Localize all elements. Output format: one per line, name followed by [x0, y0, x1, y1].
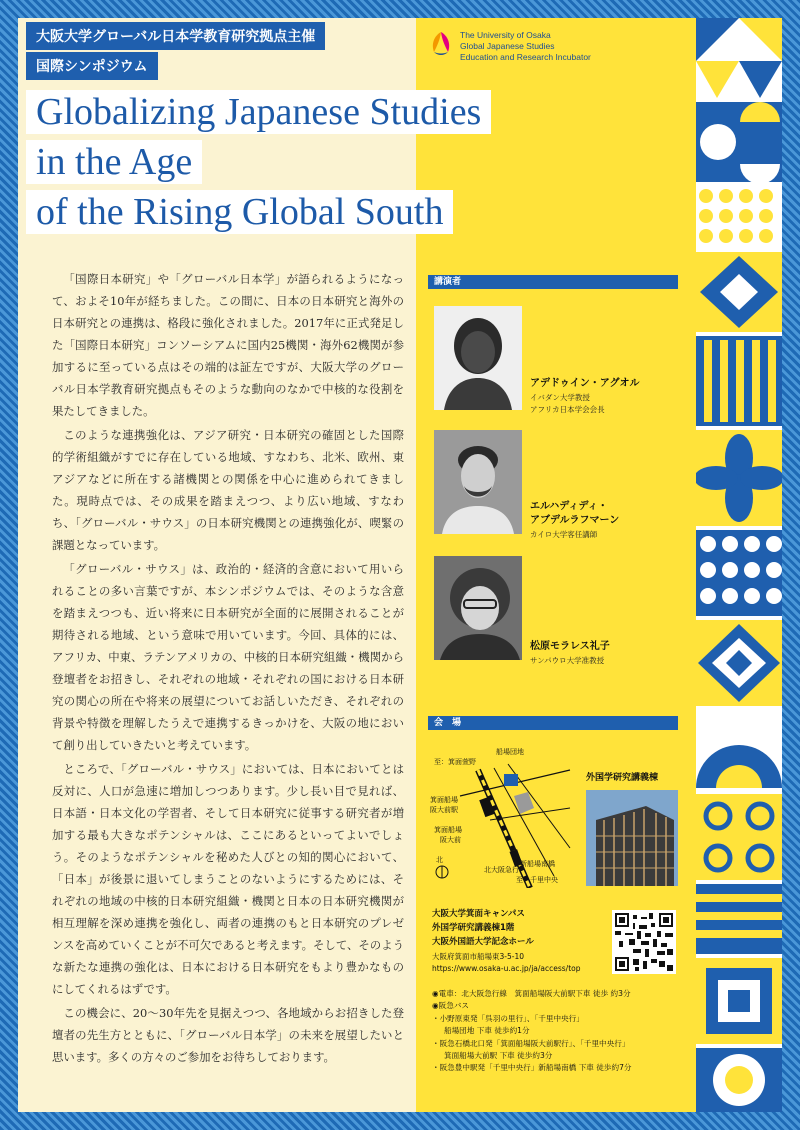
- access-bus-line: ・小野原東発「呉羽の里行」、「千里中央行」: [432, 1013, 584, 1023]
- map-label-to-minoh: 至：箕面萱野: [434, 758, 476, 766]
- pattern-art: [696, 18, 782, 1112]
- geometric-pattern: [696, 18, 782, 1112]
- venue-photo: [586, 790, 678, 886]
- qr-code-icon: [615, 913, 673, 971]
- event-type-tag: 国際シンポジウム: [26, 52, 158, 80]
- body-text: [52, 268, 404, 1070]
- access-url-link[interactable]: https://www.osaka-u.ac.jp/ja/access/top: [432, 964, 581, 973]
- speaker-affiliation-1b: アフリカ日本学会会長: [530, 405, 605, 414]
- address-line-1: 大阪大学箕面キャンパス: [432, 909, 525, 919]
- speaker-photo-1: [434, 306, 522, 410]
- map-label-station2-a: 箕面船場: [434, 826, 462, 834]
- speaker-photo-2: [434, 430, 522, 534]
- address-line-3: 大阪外国語大学記念ホール: [432, 937, 534, 947]
- university-logo: [428, 30, 591, 63]
- title-line-1: Globalizing Japanese Studies: [26, 90, 491, 134]
- map-label-shin-funaba: 新船場南橋: [520, 860, 555, 868]
- title-line-2: in the Age: [26, 140, 202, 184]
- title-line-3: of the Rising Global South: [26, 190, 453, 234]
- map-label-north: 北: [436, 856, 443, 864]
- map-label-station2-b: 阪大前: [440, 836, 461, 844]
- map-label-station1-b: 阪大前駅: [430, 806, 458, 814]
- speaker-name-2a: エルハディディ・: [530, 501, 608, 512]
- speaker-affiliation-1a: イバダン大学教授: [530, 393, 590, 402]
- organizer-tag: 大阪大学グローバル日本学教育研究拠点主催: [26, 22, 325, 50]
- body-paragraph: このような連携強化は、アジア研究・日本研究の確固とした国際的学術組織がすでに存在している地域、すなわち、北米、欧州、東アジアなどに所在する諸機関との関係を中心に進められてきました。現時点では、その成果を踏まえつつ、より広い地域、すなわち、「グローバル・サウス」の日本研究機関との連携強化が、喫緊の課題となっています。: [52, 428, 404, 552]
- logo-line: The University of Osaka: [460, 30, 551, 40]
- speaker-affiliation-2: カイロ大学客任講師: [530, 530, 598, 539]
- access-bus-line: ・阪急石橋北口発「箕面船場阪大前駅行」、「千里中央行」: [432, 1038, 630, 1048]
- body-paragraph: ところで、「グローバル・サウス」においては、日本においてとは反対に、人口が急速に増加しつつあります。少し長い目で見れば、日本語・日本文化の学習者、そして日本研究に従事する研究者が増加する最も大きなポテンシャルは、ここにあるといってよいでしょう。そのようなポテンシャルを秘めた人びとの知的関心において、「日本」が後景に退いてしまうことのないようにするためには、それぞれの地域の中核的日本研究組織・機関と日本の日本研究機関が相互理解を深め連携を強化し、両者の連携のもと日本研究のプレゼンスを高めていくことが不可欠であると考えます。そして、そのような新たな連携の強化は、日本における日本研究をもより豊かなものにしてくれるはずです。: [52, 762, 404, 996]
- logo-line: Education and Research Incubator: [460, 52, 591, 62]
- logo-line: Global Japanese Studies: [460, 41, 555, 51]
- map-label-to-senri: 至：千里中央: [516, 876, 558, 884]
- qr-code: [612, 910, 676, 974]
- body-paragraph: 「グローバル・サウス」は、政治的・経済的含意において用いられることの多い言葉ですが、本シンポジウムでは、そのような含意を踏まえつつも、近い将来に日本研究が全面的に展開されることが期待される地域、という意味で用いています。今回、具体的には、アフリカ、中東、ラテンアメリカの、中核的日本研究組織・機関から登壇者をお招きし、それぞれの地域・それぞれの国における日本研究の関心の所在や将来の展望についてお話しいただき、それぞれの背景や特徴を理解したうえで連携するきっかけを、大阪の地において創り出していきたいと考えています。: [52, 562, 404, 752]
- speaker-name-1: アデドゥイン・アグオル: [530, 378, 640, 389]
- map-label-funaba-danchi: 船場団地: [496, 748, 524, 756]
- street-address: 大阪府箕面市船場東3-5-10: [432, 952, 524, 961]
- access-train: ◉電車：北大阪急行線 箕面船場阪大前駅下車 徒歩 約3分: [432, 989, 631, 998]
- address-line-2: 外国学研究講義棟1階: [432, 923, 515, 933]
- access-bus-line: ・阪急豊中駅発「千里中央行」新船場南橋 下車 徒歩約7分: [432, 1063, 632, 1073]
- speakers-heading: 講演者: [428, 275, 678, 289]
- map-label-station1-a: 箕面船場: [430, 796, 458, 804]
- access-info: [432, 988, 692, 1075]
- access-bus-line: 船場団地 下車 徒歩約1分: [444, 1026, 530, 1036]
- venue-heading: 会 場: [428, 716, 678, 730]
- body-paragraph: この機会に、20～30年先を見据えつつ、各地域からお招きした登壇者の先生方とともに、「グローバル日本学」の未来を展望したいと思います。多くの方々のご参加をお待ちしております。: [52, 1006, 404, 1064]
- speaker-photo-3: [434, 556, 522, 660]
- access-bus-line: 箕面船場大前駅 下車 徒歩約3分: [444, 1051, 553, 1061]
- speaker-name-3: 松原モラレス礼子: [530, 641, 610, 652]
- venue-building-name: 外国学研究講義棟: [586, 773, 659, 783]
- body-paragraph: 「国際日本研究」や「グローバル日本学」が語られるようになって、およそ10年が経ちました。この間に、日本の日本研究と海外の日本研究との連携は、格段に強化されました。2017年に正式発足した「国際日本研究」コンソーシアムに国内25機関・海外62機関が参加するに至っている点はその端的は証左ですが、大阪大学のグローバル日本学教育研究拠点もそのような動向のなかで中核的な役割を果たしてきました。: [52, 272, 404, 418]
- speaker-affiliation-3: サンパウロ大学准教授: [530, 656, 605, 665]
- logo-text: [460, 30, 591, 63]
- access-bus-heading: ◉阪急バス: [432, 1001, 470, 1011]
- logo-emblem-icon: [428, 30, 454, 58]
- access-map: [430, 748, 580, 888]
- map-label-kitakyu: 北大阪急行: [484, 866, 519, 874]
- speaker-name-2b: アブデルラフマーン: [530, 515, 620, 526]
